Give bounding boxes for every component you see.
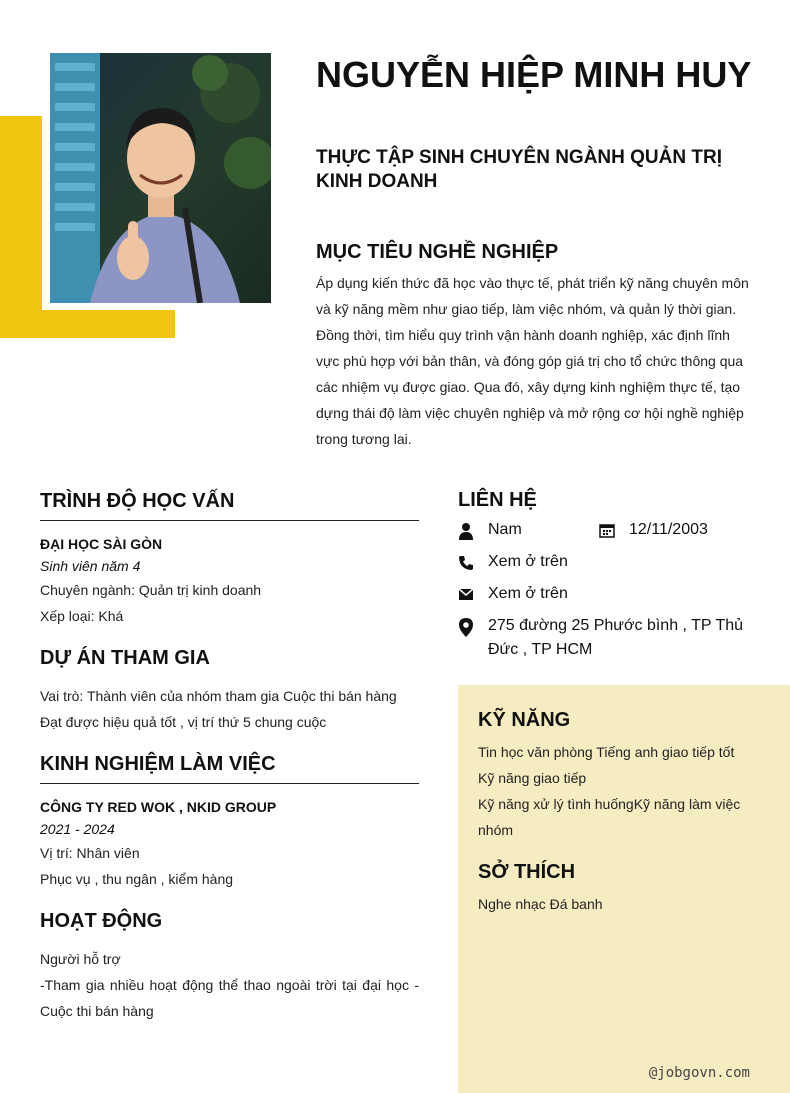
activities-section bbox=[40, 906, 419, 1024]
experience-duties: Phục vụ , thu ngân , kiểm hàng bbox=[40, 871, 234, 887]
experience-position: Vị trí: Nhân viên bbox=[40, 845, 140, 861]
email-value: Xem ở trên bbox=[488, 585, 568, 602]
company-name: CÔNG TY RED WOK , NKID GROUP bbox=[40, 799, 277, 815]
location-pin-icon bbox=[458, 618, 474, 634]
mail-icon bbox=[458, 588, 474, 604]
hobbies-heading: SỞ THÍCH bbox=[478, 861, 576, 883]
experience-heading: KINH NGHIỆM LÀM VIỆC bbox=[40, 753, 276, 775]
decorative-yellow-bar bbox=[0, 310, 175, 338]
education-section bbox=[40, 486, 419, 629]
phone-icon bbox=[458, 555, 474, 571]
address-value: 275 đường 25 Phước bình , TP Thủ Đức , TP HCM bbox=[488, 617, 744, 658]
birthday-value: 12/11/2003 bbox=[629, 521, 708, 538]
activities-heading: HOẠT ĐỘNG bbox=[40, 910, 163, 932]
phone-value: Xem ở trên bbox=[488, 553, 568, 570]
decorative-yellow-block bbox=[0, 116, 42, 338]
gender-value: Nam bbox=[488, 521, 522, 538]
activity-line: Người hỗ trợ bbox=[40, 951, 121, 967]
activity-line: -Tham gia nhiều hoạt động thể thao ngoài trời tại đại học - Cuộc thi bán hàng bbox=[40, 977, 419, 1019]
education-status: Sinh viên năm 4 bbox=[40, 558, 141, 574]
projects-section bbox=[40, 643, 419, 735]
skill-line: Tin học văn phòng Tiếng anh giao tiếp tốt bbox=[478, 744, 735, 760]
skills-heading: KỸ NĂNG bbox=[478, 709, 571, 731]
hobbies-text: Nghe nhạc Đá banh bbox=[478, 896, 603, 912]
hobbies-section bbox=[478, 857, 758, 917]
education-grade: Xếp loại: Khá bbox=[40, 608, 124, 624]
watermark: @jobgovn.com bbox=[648, 1065, 750, 1081]
objective-text: Áp dụng kiến thức đã học vào thực tế, phát triển kỹ năng chuyên môn và kỹ năng mềm như giao tiếp, làm việc nhóm, và quản lý thời gian. Đồng thời, tìm hiểu quy trình vận hành doanh nghiệp, xác định lĩnh vực phù hợp với bản thân, và đóng góp giá trị cho tổ chức thông qua các nhiệm vụ được giao. Qua đó, xây dựng kinh nghiệm thực tế, tạo dựng thái độ làm việc chuyên nghiệp và mở rộng cơ hội nghề nghiệp trong tương lai. bbox=[316, 275, 749, 447]
skills-section bbox=[478, 705, 758, 843]
calendar-icon bbox=[599, 523, 615, 539]
left-column bbox=[40, 486, 419, 1024]
job-title: THỰC TẬP SINH CHUYÊN NGÀNH QUẢN TRỊ KINH DOANH bbox=[316, 147, 722, 192]
project-line: Đạt được hiệu quả tốt , vị trí thứ 5 chung cuộc bbox=[40, 714, 327, 730]
experience-section bbox=[40, 749, 419, 892]
section-divider bbox=[40, 783, 419, 784]
projects-heading: DỰ ÁN THAM GIA bbox=[40, 647, 210, 669]
section-divider bbox=[40, 520, 419, 521]
skill-line: Kỹ năng giao tiếp bbox=[478, 770, 587, 786]
school-name: ĐẠI HỌC SÀI GÒN bbox=[40, 536, 163, 552]
education-heading: TRÌNH ĐỘ HỌC VẤN bbox=[40, 490, 235, 512]
person-icon bbox=[458, 522, 474, 538]
education-major: Chuyên ngành: Quản trị kinh doanh bbox=[40, 582, 262, 598]
skills-panel bbox=[458, 685, 790, 1093]
contact-heading: LIÊN HỆ bbox=[458, 489, 537, 511]
candidate-name: NGUYỄN HIỆP MINH HUY bbox=[316, 54, 752, 95]
objective-heading: MỤC TIÊU NGHỀ NGHIỆP bbox=[316, 241, 559, 263]
skill-line: Kỹ năng xử lý tình huốngKỹ năng làm việc nhóm bbox=[478, 796, 741, 838]
experience-period: 2021 - 2024 bbox=[40, 821, 115, 837]
profile-photo bbox=[50, 53, 271, 303]
project-line: Vai trò: Thành viên của nhóm tham gia Cuộc thi bán hàng bbox=[40, 688, 397, 704]
